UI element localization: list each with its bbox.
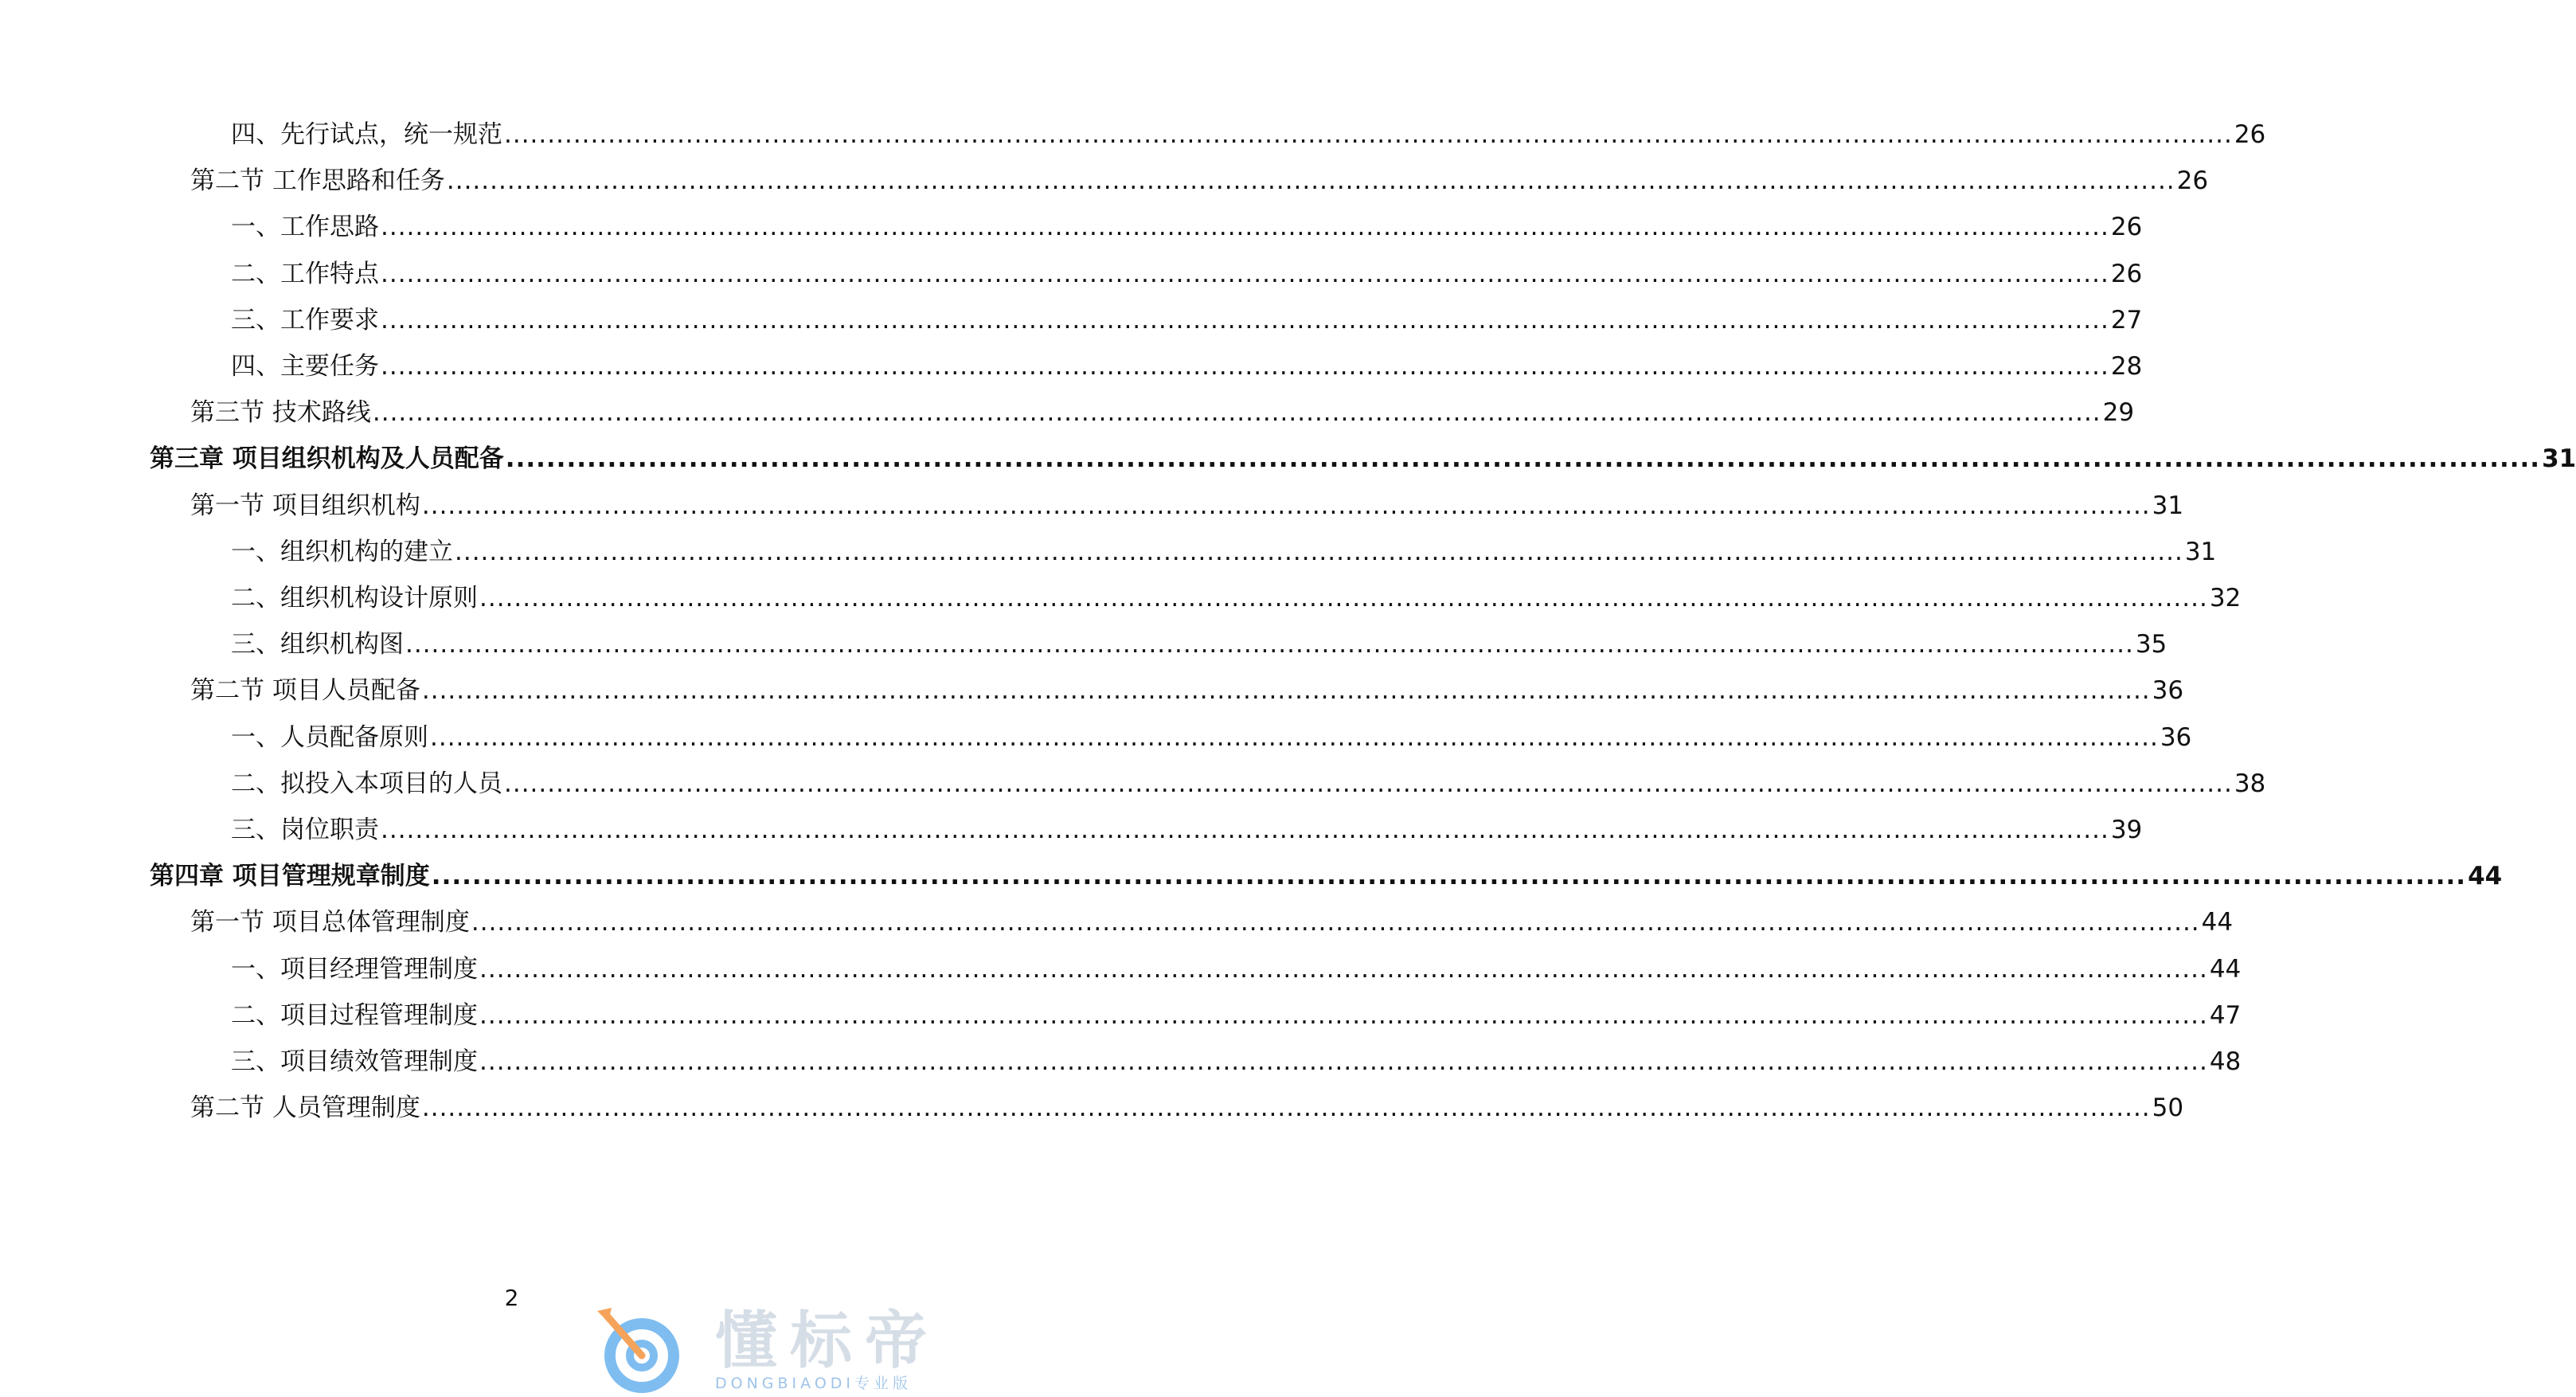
toc-dot-leader: ........................................................................................................................................................................................................ xyxy=(471,908,2200,937)
watermark-subtitle: DONGBIAODI专业版 xyxy=(715,1375,913,1392)
toc-entry-page: 26 xyxy=(2110,259,2143,288)
toc-entry-page: 31 xyxy=(2542,444,2576,474)
toc-dot-leader: ........................................................................................................................................................................................................ xyxy=(405,630,2134,659)
toc-entry-title: 第三章 项目组织机构及人员配备 xyxy=(150,444,504,474)
toc-entry[interactable] xyxy=(190,906,2234,938)
toc-entry-page: 26 xyxy=(2176,166,2209,196)
toc-entry-title: 四、先行试点，统一规范 xyxy=(231,120,502,149)
toc-entry-page: 36 xyxy=(2152,676,2184,706)
toc-entry-title: 二、项目过程管理制度 xyxy=(231,1000,478,1030)
toc-entry[interactable] xyxy=(231,211,2143,243)
toc-entry-title: 二、工作特点 xyxy=(231,259,379,288)
toc-entry[interactable] xyxy=(190,397,2135,428)
toc-entry-title: 一、工作思路 xyxy=(231,213,379,242)
toc-entry-title: 第一节 项目总体管理制度 xyxy=(190,908,470,937)
toc-entry[interactable] xyxy=(231,304,2143,336)
toc-entry-page: 31 xyxy=(2152,491,2184,520)
toc-entry-title: 二、拟投入本项目的人员 xyxy=(231,769,502,798)
toc-entry-title: 三、组织机构图 xyxy=(231,630,404,659)
toc-entry[interactable] xyxy=(231,953,2242,985)
toc-dot-leader: ........................................................................................................................................................................................................ xyxy=(504,120,2233,149)
toc-entry-page: 48 xyxy=(2209,1047,2242,1076)
toc-entry-title: 第三节 技术路线 xyxy=(190,398,371,428)
toc-dot-leader: ........................................................................................................................................................................................................ xyxy=(381,816,2109,844)
toc-entry[interactable] xyxy=(190,490,2184,522)
toc-entry-page: 31 xyxy=(2184,537,2217,566)
toc-entry-page: 44 xyxy=(2468,862,2503,891)
toc-entry-title: 第二节 人员管理制度 xyxy=(190,1094,420,1123)
toc-dot-leader: ........................................................................................................................................................................................................ xyxy=(505,444,2541,474)
toc-dot-leader: ........................................................................................................................................................................................................ xyxy=(381,259,2109,288)
toc-entry[interactable] xyxy=(231,350,2143,382)
toc-entry[interactable] xyxy=(190,165,2209,197)
toc-dot-leader: ........................................................................................................................................................................................................ xyxy=(431,862,2467,891)
toc-entry-title: 三、工作要求 xyxy=(231,305,379,335)
toc-entry-title: 三、岗位职责 xyxy=(231,816,379,844)
toc-entry[interactable] xyxy=(150,860,2503,892)
toc-entry[interactable] xyxy=(231,722,2192,753)
toc-entry-title: 四、主要任务 xyxy=(231,352,379,381)
toc-entry-title: 第二节 项目人员配备 xyxy=(190,676,420,706)
toc-dot-leader: ........................................................................................................................................................................................................ xyxy=(504,769,2233,798)
toc-entry[interactable] xyxy=(231,1046,2242,1078)
toc-entry-page: 38 xyxy=(2234,769,2266,798)
watermark xyxy=(591,1300,973,1394)
toc-dot-leader: ........................................................................................................................................................................................................ xyxy=(430,722,2159,752)
toc-dot-leader: ........................................................................................................................................................................................................ xyxy=(479,584,2208,612)
toc-dot-leader: ........................................................................................................................................................................................................ xyxy=(381,213,2109,242)
toc-dot-leader: ........................................................................................................................................................................................................ xyxy=(479,954,2208,984)
toc-entry[interactable] xyxy=(231,628,2168,660)
toc-entry-page: 50 xyxy=(2152,1094,2184,1123)
toc-entry-page: 36 xyxy=(2160,722,2192,752)
toc-entry[interactable] xyxy=(190,675,2184,706)
toc-dot-leader: ........................................................................................................................................................................................................ xyxy=(421,491,2151,520)
toc-entry[interactable] xyxy=(231,536,2217,568)
toc-entry-page: 27 xyxy=(2110,305,2143,335)
toc-entry-title: 第四章 项目管理规章制度 xyxy=(150,862,430,891)
toc-entry-title: 一、项目经理管理制度 xyxy=(231,954,478,984)
toc-entry-title: 二、组织机构设计原则 xyxy=(231,584,478,612)
toc-dot-leader: ........................................................................................................................................................................................................ xyxy=(479,1047,2208,1076)
toc-entry-title: 三、项目绩效管理制度 xyxy=(231,1047,478,1076)
toc-entry[interactable] xyxy=(231,119,2266,151)
toc-dot-leader: ........................................................................................................................................................................................................ xyxy=(421,1094,2151,1123)
watermark-title: 懂标帝 xyxy=(715,1305,940,1377)
toc-dot-leader: ........................................................................................................................................................................................................ xyxy=(446,166,2175,196)
toc-entry[interactable] xyxy=(150,443,2576,475)
toc-dot-leader: ........................................................................................................................................................................................................ xyxy=(381,305,2109,335)
toc-entry[interactable] xyxy=(231,582,2242,614)
toc-dot-leader: ........................................................................................................................................................................................................ xyxy=(372,398,2101,428)
toc-entry-page: 32 xyxy=(2209,584,2242,612)
toc-entry-title: 第二节 工作思路和任务 xyxy=(190,166,445,196)
toc-entry[interactable] xyxy=(231,1000,2242,1031)
toc-entry-page: 35 xyxy=(2135,630,2168,659)
toc-entry-title: 第一节 项目组织机构 xyxy=(190,491,420,520)
toc-entry-page: 29 xyxy=(2102,398,2135,428)
toc-entry[interactable] xyxy=(231,814,2143,846)
toc-entry-title: 一、人员配备原则 xyxy=(231,722,428,752)
toc-dot-leader: ........................................................................................................................................................................................................ xyxy=(421,676,2151,706)
page-number: 2 xyxy=(504,1285,519,1311)
toc-dot-leader: ........................................................................................................................................................................................................ xyxy=(381,352,2109,381)
toc-entry[interactable] xyxy=(231,258,2143,290)
toc-entry-page: 26 xyxy=(2234,120,2266,149)
toc-entry-page: 39 xyxy=(2110,816,2143,844)
toc-entry-page: 44 xyxy=(2209,954,2242,984)
toc-entry-page: 47 xyxy=(2209,1000,2242,1030)
toc-dot-leader: ........................................................................................................................................................................................................ xyxy=(479,1000,2208,1030)
toc-entry-page: 26 xyxy=(2110,213,2143,242)
toc-entry-page: 44 xyxy=(2201,908,2234,937)
toc-dot-leader: ........................................................................................................................................................................................................ xyxy=(455,537,2183,566)
toc-entry-page: 28 xyxy=(2110,352,2143,381)
target-logo-icon xyxy=(591,1300,686,1394)
toc-entry-title: 一、组织机构的建立 xyxy=(231,537,453,566)
toc-entry[interactable] xyxy=(190,1092,2184,1124)
toc-entry[interactable] xyxy=(231,768,2266,800)
